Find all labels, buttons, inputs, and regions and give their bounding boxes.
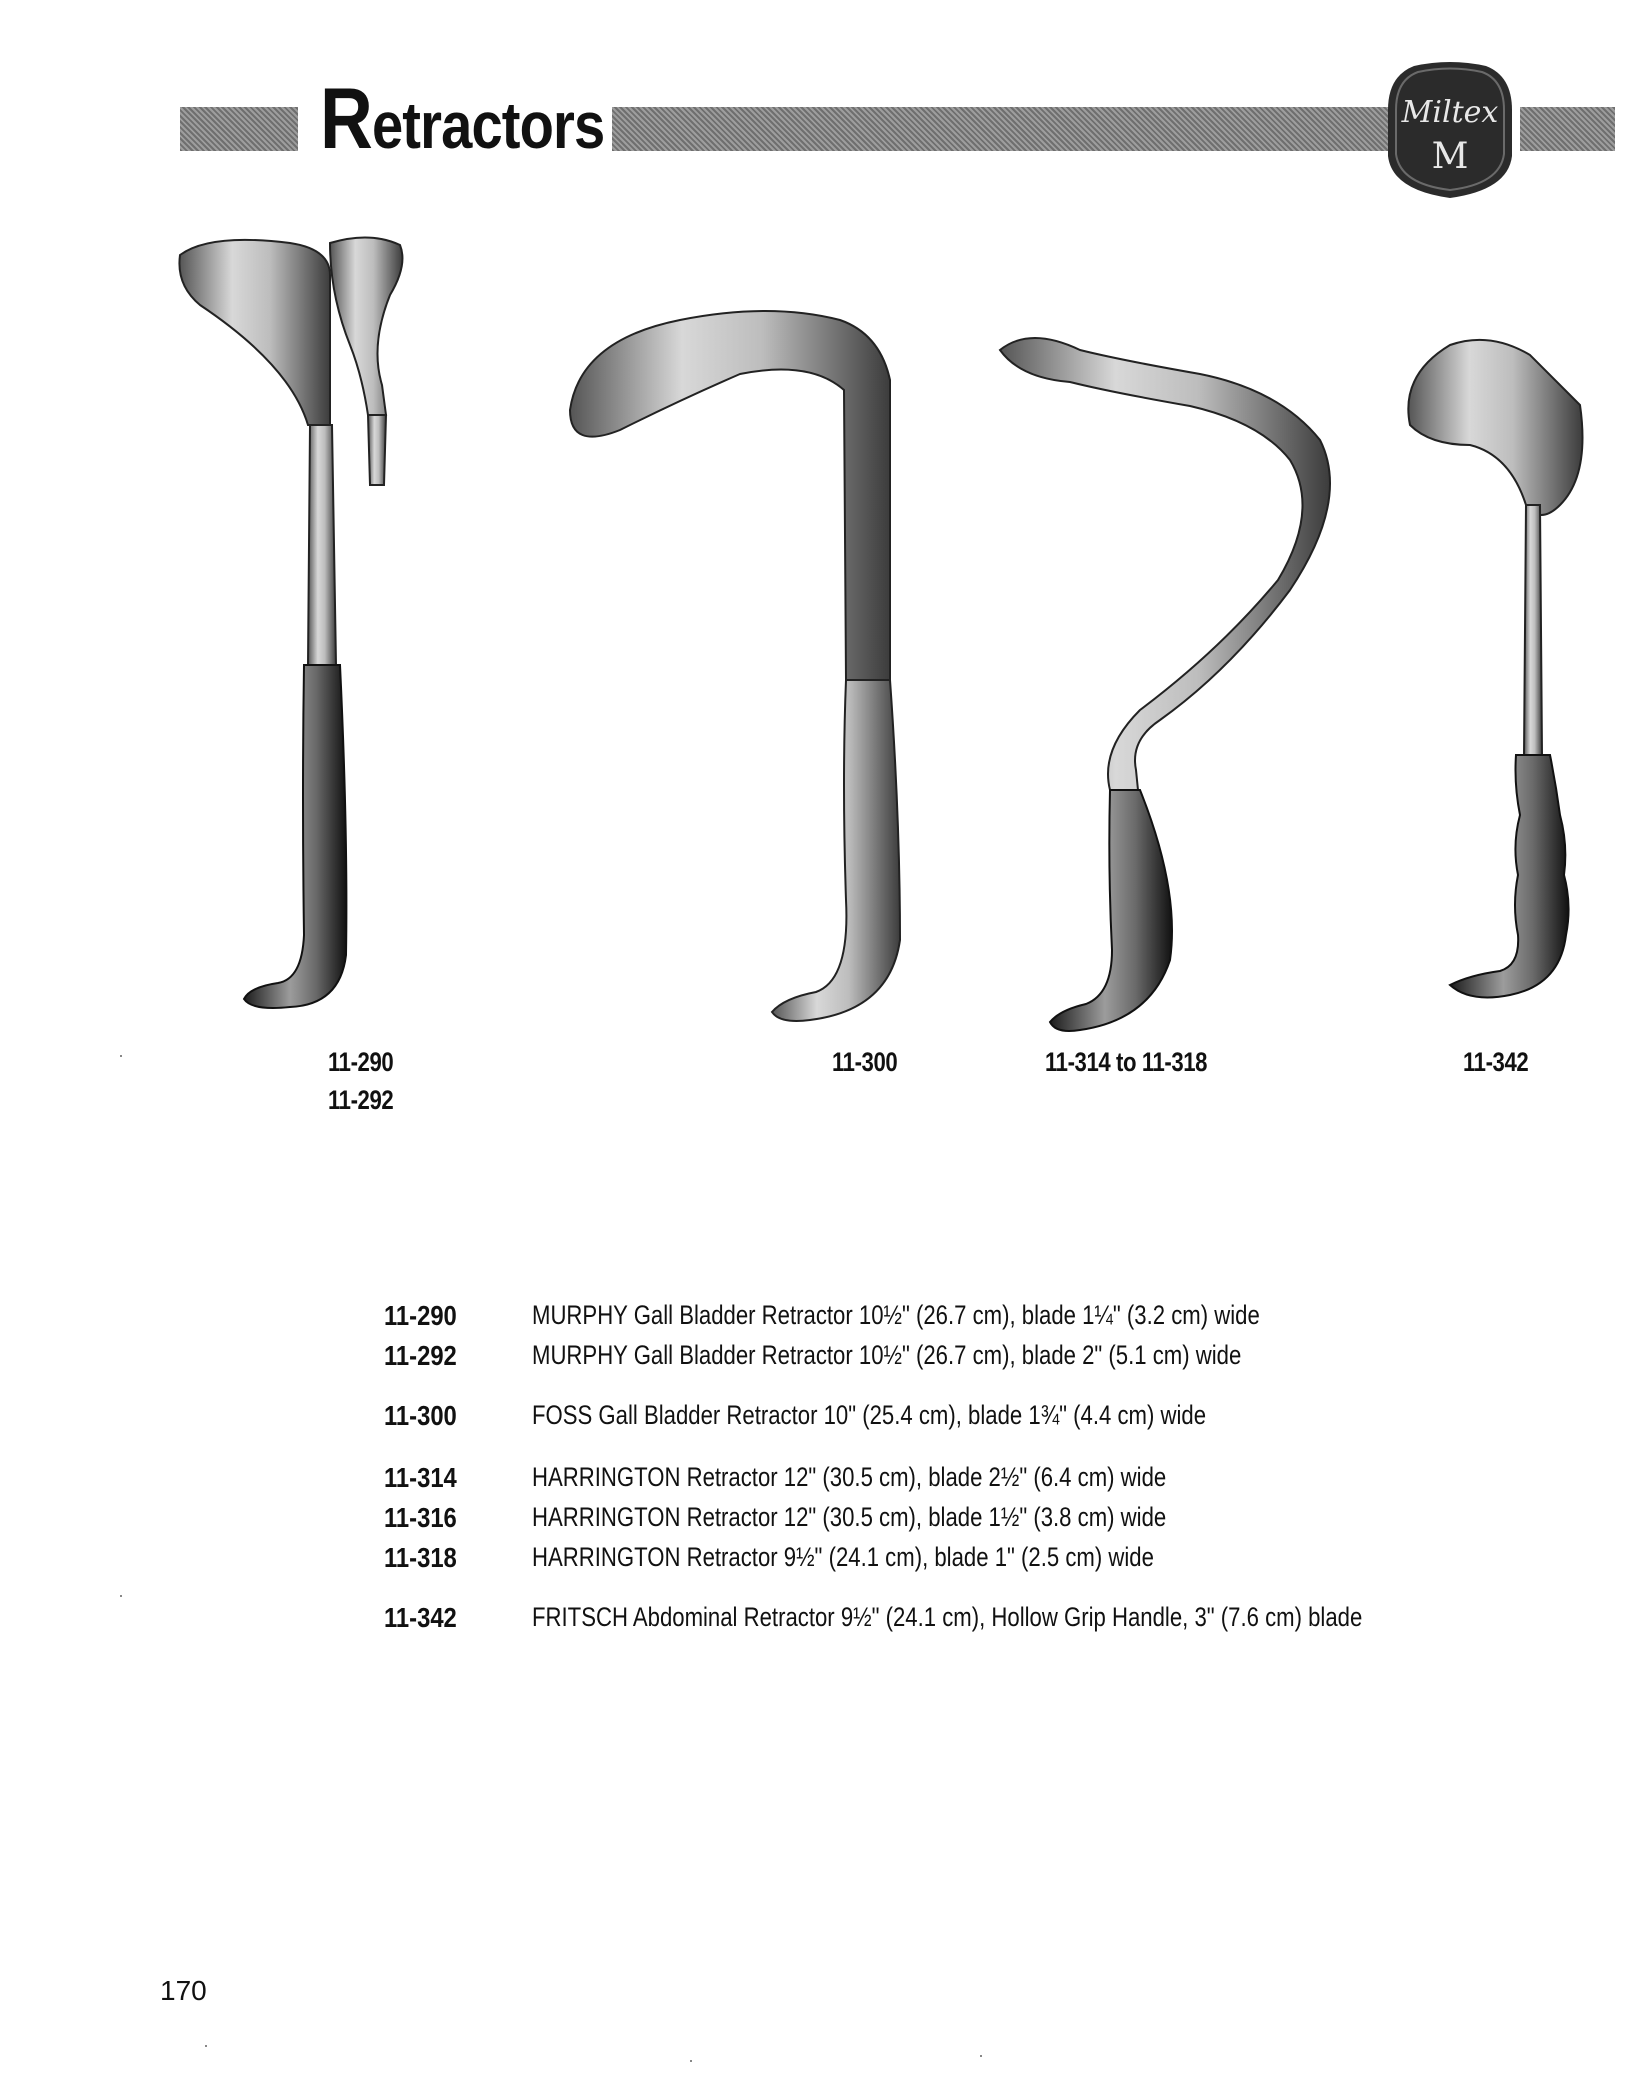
spec-description: HARRINGTON Retractor 12" (30.5 cm), blade 1½" (3.8 cm) wide — [532, 1502, 1167, 1532]
page-title — [320, 71, 605, 167]
spec-row — [0, 1462, 1650, 1498]
harrington-retractor-illustration — [990, 330, 1390, 1050]
logo-wordmark: Miltex — [1401, 95, 1499, 130]
scan-speck — [120, 1055, 122, 1057]
spec-row — [0, 1502, 1650, 1538]
spec-description: FOSS Gall Bladder Retractor 10" (25.4 cm), blade 1¾" (4.4 cm) wide — [532, 1400, 1207, 1430]
spec-row — [0, 1542, 1650, 1578]
spec-row — [0, 1340, 1650, 1376]
spec-code: 11-314 — [384, 1462, 457, 1493]
miltex-logo — [1384, 60, 1516, 200]
spec-code: 11-342 — [384, 1602, 457, 1633]
spec-code: 11-316 — [384, 1502, 457, 1533]
spec-row — [0, 1300, 1650, 1336]
spec-description: MURPHY Gall Bladder Retractor 10½" (26.7 cm), blade 2" (5.1 cm) wide — [532, 1340, 1242, 1370]
page-number: 170 — [160, 1975, 207, 2006]
murphy-retractor-illustration — [170, 235, 530, 1035]
page-title-rest: etractors — [371, 88, 605, 162]
spec-row — [0, 1602, 1650, 1638]
spec-code: 11-292 — [384, 1340, 457, 1371]
spec-code: 11-318 — [384, 1542, 457, 1573]
figure-label-fritsch: 11-342 — [1463, 1047, 1529, 1077]
header-bar-right — [1520, 107, 1615, 151]
spec-code: 11-300 — [384, 1400, 457, 1431]
figure-label-harrington: 11-314 to 11-318 — [1045, 1047, 1208, 1077]
spec-description: HARRINGTON Retractor 9½" (24.1 cm), blade 1" (2.5 cm) wide — [532, 1542, 1154, 1572]
header-bar-middle — [612, 107, 1392, 151]
fritsch-retractor-illustration — [1390, 335, 1630, 1035]
spec-code: 11-290 — [384, 1300, 457, 1331]
scan-speck — [980, 2055, 982, 2057]
spec-description: HARRINGTON Retractor 12" (30.5 cm), blade 2½" (6.4 cm) wide — [532, 1462, 1167, 1492]
spec-description: MURPHY Gall Bladder Retractor 10½" (26.7 cm), blade 1¼" (3.2 cm) wide — [532, 1300, 1260, 1330]
spec-row — [0, 1400, 1650, 1436]
figure-label-murphy-1: 11-290 — [328, 1047, 394, 1077]
logo-monogram: M — [1431, 136, 1469, 177]
figure-label-murphy-2: 11-292 — [328, 1085, 394, 1115]
scan-speck — [690, 2060, 692, 2062]
page-title-initial: R — [320, 71, 372, 167]
spec-description: FRITSCH Abdominal Retractor 9½" (24.1 cm), Hollow Grip Handle, 3" (7.6 cm) blade — [532, 1602, 1363, 1632]
figure-label-foss: 11-300 — [832, 1047, 898, 1077]
header-bar-left — [180, 107, 298, 151]
scan-speck — [120, 1595, 122, 1597]
scan-speck — [205, 2045, 207, 2047]
foss-retractor-illustration — [560, 300, 940, 1040]
